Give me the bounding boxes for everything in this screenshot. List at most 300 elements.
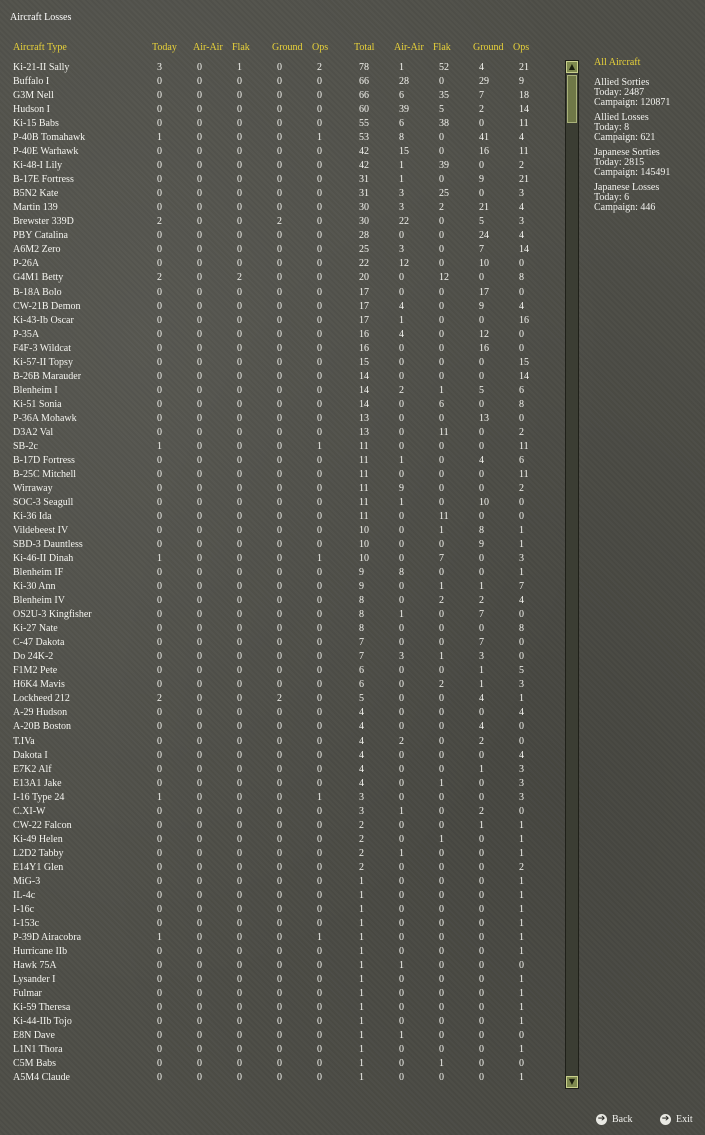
cell-total-air-air: 3 [399,651,404,663]
col-total-ops[interactable]: Ops [513,42,530,53]
cell-today-ground: 0 [277,791,282,803]
table-row[interactable] [0,861,570,875]
cell-total-flak: 0 [439,749,444,761]
cell-today-ground: 0 [277,258,282,270]
cell-total-flak: 39 [439,160,449,172]
japanese-sorties-campaign: Campaign: 145491 [594,167,671,178]
table-row[interactable] [0,805,570,819]
cell-total: 1 [359,1058,364,1070]
cell-total-ops: 21 [519,174,529,186]
cell-total-flak: 12 [439,272,449,284]
cell-today-flak: 0 [237,230,242,242]
cell-today-air-air: 0 [197,76,202,88]
cell-today-ops: 0 [317,286,322,298]
table-row[interactable] [0,328,570,342]
table-row[interactable] [0,159,570,173]
cell-total-air-air: 8 [399,132,404,144]
col-total-ground[interactable]: Ground [473,42,504,53]
filter-all-aircraft[interactable]: All Aircraft [594,57,641,68]
cell-today-flak: 0 [237,735,242,747]
table-row[interactable] [0,889,570,903]
cell-today-flak: 0 [237,1072,242,1084]
cell-total: 13 [359,426,369,438]
table-row[interactable] [0,664,570,678]
cell-today-flak: 0 [237,1016,242,1028]
cell-total-flak: 0 [439,300,444,312]
table-row[interactable] [0,706,570,720]
cell-today-air-air: 0 [197,875,202,887]
cell-total: 13 [359,412,369,424]
cell-today-air-air: 0 [197,356,202,368]
cell-total-flak: 0 [439,960,444,971]
cell-today-flak: 0 [237,202,242,214]
cell-today-ops: 0 [317,90,322,102]
cell-today-ops: 0 [317,426,322,438]
cell-today-ground: 0 [277,118,282,130]
cell-total: 25 [359,244,369,256]
col-today-ops[interactable]: Ops [312,42,329,53]
cell-today-ground: 0 [277,356,282,368]
cell-today-flak: 0 [237,903,242,915]
cell-name: Ki-51 Sonia [13,398,62,410]
cell-total: 2 [359,819,364,831]
cell-today-flak: 0 [237,511,242,522]
cell-name: Fulmar [13,988,42,1000]
cell-total-flak: 1 [439,384,444,396]
cell-today-ops: 0 [317,988,322,1000]
cell-total-ground: 0 [479,1002,484,1014]
cell-total-air-air: 2 [399,384,404,396]
arrow-right-icon: ➔ [597,1114,606,1125]
cell-today-ops: 0 [317,875,322,887]
allied-losses [594,113,704,143]
cell-today-air-air: 0 [197,174,202,186]
cell-today-air-air: 0 [197,482,202,494]
cell-today-ground: 0 [277,931,282,943]
table-row[interactable] [0,1029,570,1043]
cell-today-flak: 0 [237,468,242,480]
cell-total-ops: 1 [519,931,524,943]
cell-today: 0 [157,637,162,649]
table-row[interactable] [0,173,570,187]
cell-total-air-air: 0 [399,581,404,593]
col-today[interactable]: Today [152,42,177,53]
cell-name: Ki-43-Ib Oscar [13,314,74,326]
cell-today-ground: 0 [277,567,282,579]
table-row[interactable] [0,580,570,594]
cell-today-air-air: 0 [197,468,202,480]
cell-total-ops: 3 [519,763,524,775]
cell-name: I-153c [13,917,40,929]
cell-total-ground: 0 [479,272,484,284]
cell-today-air-air: 0 [197,258,202,270]
table-row[interactable] [0,1071,570,1085]
cell-total-air-air: 1 [399,160,404,172]
table-row[interactable] [0,398,570,412]
cell-name: P-26A [13,258,40,270]
cell-today-air-air: 0 [197,931,202,943]
cell-today: 0 [157,833,162,845]
cell-name: B-17E Fortress [13,174,74,186]
cell-today-ops: 0 [317,889,322,901]
cell-total: 5 [359,693,364,705]
cell-today: 0 [157,707,162,719]
cell-today: 1 [157,553,162,565]
cell-total-ground: 9 [479,174,484,186]
table-row[interactable] [0,1043,570,1057]
table-row[interactable] [0,875,570,889]
col-total[interactable]: Total [354,42,375,53]
cell-today-air-air: 0 [197,412,202,424]
table-row[interactable] [0,819,570,833]
cell-total: 7 [359,637,364,649]
table-row[interactable] [0,257,570,271]
cell-total-ops: 3 [519,679,524,691]
cell-today-ops: 0 [317,370,322,382]
cell-total-air-air: 0 [399,623,404,635]
cell-total-ground: 10 [479,258,489,270]
cell-total-air-air: 1 [399,496,404,508]
table-row[interactable] [0,1015,570,1029]
cell-today-air-air: 0 [197,889,202,901]
table-row[interactable] [0,510,570,524]
cell-today-ground: 0 [277,62,282,73]
table-row[interactable] [0,692,570,706]
cell-today-flak: 0 [237,609,242,621]
table-row[interactable] [0,145,570,159]
table-row[interactable] [0,215,570,229]
cell-total-ground: 0 [479,1058,484,1070]
cell-today: 0 [157,917,162,929]
cell-total: 1 [359,988,364,1000]
cell-total-ops: 18 [519,90,529,102]
table-row[interactable] [0,973,570,987]
japanese-sorties [594,148,704,178]
table-row[interactable] [0,187,570,201]
table-row[interactable] [0,243,570,257]
scroll-thumb[interactable] [567,75,577,123]
table-row[interactable] [0,103,570,117]
cell-today-ops: 0 [317,202,322,214]
cell-today-flak: 0 [237,833,242,845]
cell-today: 0 [157,244,162,256]
table-row[interactable] [0,566,570,580]
cell-today-air-air: 0 [197,230,202,242]
cell-today-ground: 0 [277,847,282,859]
table-row[interactable] [0,622,570,636]
cell-today-flak: 1 [237,62,242,73]
cell-today-ground: 0 [277,202,282,214]
table-row[interactable] [0,594,570,608]
cell-total-flak: 0 [439,468,444,480]
cell-today-ops: 0 [317,623,322,635]
cell-name: B-26B Marauder [13,370,82,382]
cell-total-air-air: 0 [399,539,404,551]
col-total-flak[interactable]: Flak [433,42,451,53]
cell-today-ops: 0 [317,595,322,607]
cell-total-ground: 0 [479,1044,484,1056]
cell-today-ground: 0 [277,1002,282,1014]
cell-total-flak: 0 [439,286,444,298]
table-row[interactable] [0,847,570,861]
cell-today-flak: 0 [237,525,242,537]
table-row[interactable] [0,1057,570,1071]
cell-total-flak: 0 [439,903,444,915]
cell-total-flak: 11 [439,511,449,522]
table-row[interactable] [0,749,570,763]
cell-total-ops: 1 [519,875,524,887]
cell-name: D3A2 Val [13,426,54,438]
table-row[interactable] [0,524,570,538]
cell-total-ops: 11 [519,440,529,452]
cell-today: 0 [157,146,162,158]
table-row[interactable] [0,917,570,931]
exit-button[interactable] [660,1114,693,1125]
cell-today-ground: 0 [277,974,282,986]
cell-today-air-air: 0 [197,426,202,438]
cell-total-ops: 4 [519,300,524,312]
table-row[interactable] [0,496,570,510]
cell-total: 30 [359,216,369,228]
cell-today: 0 [157,1072,162,1084]
cell-today-ground: 0 [277,314,282,326]
table-row[interactable] [0,75,570,89]
cell-total-ops: 1 [519,974,524,986]
cell-total: 11 [359,511,369,522]
cell-total-ops: 3 [519,216,524,228]
cell-today-flak: 0 [237,777,242,789]
table-row[interactable] [0,89,570,103]
cell-total-ops: 9 [519,76,524,88]
cell-today-ground: 0 [277,735,282,747]
japanese-losses [594,183,704,213]
table-row[interactable] [0,987,570,1001]
cell-total-ops: 1 [519,917,524,929]
table-row[interactable] [0,552,570,566]
cell-total-air-air: 0 [399,974,404,986]
cell-today: 0 [157,454,162,466]
cell-total-ops: 1 [519,567,524,579]
table-row[interactable] [0,945,570,959]
cell-today: 0 [157,679,162,691]
cell-total: 17 [359,314,369,326]
cell-total-air-air: 0 [399,1058,404,1070]
cell-total-ground: 7 [479,90,484,102]
cell-total-air-air: 1 [399,847,404,859]
cell-today-air-air: 0 [197,146,202,158]
table-row[interactable] [0,342,570,356]
cell-total: 17 [359,286,369,298]
cell-total-flak: 0 [439,1044,444,1056]
table-row[interactable] [0,384,570,398]
table-row[interactable] [0,650,570,664]
cell-today-ops: 0 [317,314,322,326]
cell-today-ops: 0 [317,328,322,340]
cell-total-ops: 2 [519,426,524,438]
cell-today-flak: 0 [237,595,242,607]
cell-total-ground: 0 [479,777,484,789]
cell-total-ground: 1 [479,679,484,691]
cell-today: 0 [157,104,162,116]
cell-name: Do 24K-2 [13,651,54,663]
cell-today-ops: 0 [317,300,322,312]
cell-name: Ki-36 Ida [13,511,52,522]
cell-total: 2 [359,861,364,873]
cell-today: 0 [157,496,162,508]
cell-total: 9 [359,581,364,593]
cell-total-ground: 4 [479,721,484,733]
allied-sorties [594,78,704,108]
table-row[interactable] [0,903,570,917]
cell-today-air-air: 0 [197,960,202,971]
back-button[interactable] [596,1114,633,1125]
cell-total-air-air: 0 [399,412,404,424]
table-row[interactable] [0,931,570,945]
cell-today: 1 [157,931,162,943]
cell-total: 1 [359,1044,364,1056]
table-row[interactable] [0,370,570,384]
table-row[interactable] [0,271,570,285]
cell-today-air-air: 0 [197,384,202,396]
cell-total-ops: 3 [519,777,524,789]
japanese-losses-today: Today: 6 [594,192,630,203]
col-today-ground[interactable]: Ground [272,42,303,53]
cell-today-flak: 0 [237,398,242,410]
cell-total-ground: 0 [479,118,484,130]
cell-name: CW-22 Falcon [13,819,72,831]
table-row[interactable] [0,482,570,496]
table-row[interactable] [0,791,570,805]
cell-total-flak: 0 [439,819,444,831]
cell-total: 16 [359,328,369,340]
cell-total: 16 [359,342,369,354]
cell-today-ops: 0 [317,496,322,508]
cell-total-flak: 0 [439,258,444,270]
cell-total-air-air: 0 [399,553,404,565]
cell-total-air-air: 9 [399,482,404,494]
cell-total-ops: 4 [519,749,524,761]
cell-total-air-air: 0 [399,440,404,452]
table-row[interactable] [0,229,570,243]
down-arrow-icon[interactable]: ▼ [566,1076,578,1088]
cell-today-flak: 0 [237,917,242,929]
table-row[interactable] [0,538,570,552]
table-scrollbar[interactable] [565,60,579,1089]
cell-total-flak: 1 [439,581,444,593]
col-today-air-air[interactable]: Air-Air [193,42,223,53]
cell-today-ops: 0 [317,693,322,705]
table-row[interactable] [0,720,570,734]
table-row[interactable] [0,412,570,426]
table-row[interactable] [0,300,570,314]
cell-total-air-air: 3 [399,188,404,200]
cell-name: Blenheim IF [13,567,64,579]
table-row[interactable] [0,678,570,692]
cell-today-flak: 0 [237,791,242,803]
table-row[interactable] [0,735,570,749]
cell-today-ops: 0 [317,1016,322,1028]
table-row[interactable] [0,356,570,370]
cell-total-ops: 15 [519,356,529,368]
table-row[interactable] [0,454,570,468]
cell-total-flak: 0 [439,763,444,775]
cell-total-ops: 6 [519,384,524,396]
cell-total: 1 [359,974,364,986]
cell-total-ground: 0 [479,482,484,494]
cell-total-flak: 0 [439,412,444,424]
cell-today-ground: 0 [277,833,282,845]
cell-total: 3 [359,805,364,817]
cell-today-flak: 0 [237,258,242,270]
cell-today: 0 [157,230,162,242]
cell-total-flak: 0 [439,623,444,635]
col-today-flak[interactable]: Flak [232,42,250,53]
cell-name: T.IVa [13,735,35,747]
cell-total-air-air: 1 [399,454,404,466]
cell-total-ground: 0 [479,314,484,326]
cell-today-flak: 0 [237,216,242,228]
cell-total-ops: 11 [519,118,529,130]
table-row[interactable] [0,426,570,440]
cell-today-flak: 0 [237,623,242,635]
cell-today-ops: 0 [317,735,322,747]
table-row[interactable] [0,131,570,145]
col-total-air-air[interactable]: Air-Air [394,42,424,53]
table-row[interactable] [0,763,570,777]
cell-total: 1 [359,931,364,943]
table-row[interactable] [0,117,570,131]
cell-total-ops: 4 [519,202,524,214]
cell-today-air-air: 0 [197,160,202,172]
table-row[interactable] [0,468,570,482]
cell-today-ground: 0 [277,595,282,607]
table-row[interactable] [0,440,570,454]
cell-today-ground: 0 [277,1058,282,1070]
table-row[interactable] [0,286,570,300]
table-row[interactable] [0,959,570,973]
cell-today-ground: 0 [277,889,282,901]
col-aircraft-type[interactable]: Aircraft Type [13,42,67,53]
cell-total: 2 [359,847,364,859]
table-row[interactable] [0,61,570,75]
table-row[interactable] [0,608,570,622]
cell-today: 1 [157,791,162,803]
cell-total: 11 [359,496,369,508]
cell-name: Ki-21-II Sally [13,62,70,73]
table-row[interactable] [0,1001,570,1015]
table-row[interactable] [0,636,570,650]
cell-today-air-air: 0 [197,974,202,986]
table-row[interactable] [0,777,570,791]
cell-today-air-air: 0 [197,581,202,593]
cell-total-air-air: 0 [399,342,404,354]
cell-today: 0 [157,258,162,270]
table-row[interactable] [0,833,570,847]
cell-total-ground: 2 [479,805,484,817]
cell-total: 1 [359,960,364,971]
cell-today-flak: 0 [237,1002,242,1014]
cell-total-ground: 0 [479,356,484,368]
table-row[interactable] [0,314,570,328]
cell-today-ground: 0 [277,960,282,971]
cell-today-flak: 0 [237,988,242,1000]
up-arrow-icon[interactable]: ▲ [566,61,578,73]
cell-today-ground: 0 [277,244,282,256]
table-row[interactable] [0,201,570,215]
cell-today-ground: 0 [277,90,282,102]
cell-today-air-air: 0 [197,988,202,1000]
cell-total-ground: 0 [479,370,484,382]
